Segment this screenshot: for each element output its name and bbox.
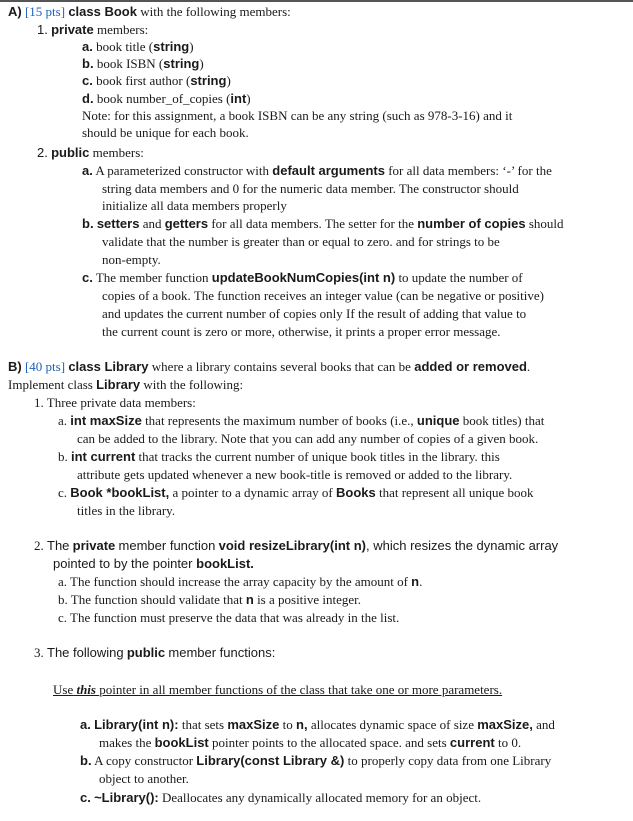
item-label: d. bbox=[82, 91, 94, 106]
item-label: a. bbox=[58, 574, 68, 589]
text: The member function bbox=[95, 270, 209, 285]
keyword: n bbox=[411, 574, 420, 589]
part-a-item-1 bbox=[37, 21, 148, 38]
text: ) bbox=[246, 91, 251, 106]
top-rule bbox=[0, 0, 633, 2]
keyword: maxSize bbox=[227, 717, 280, 732]
part-b-implement-line bbox=[8, 376, 243, 393]
item-number: 3. bbox=[34, 645, 44, 660]
keyword: added or removed bbox=[414, 359, 527, 374]
part-b-heading bbox=[8, 358, 530, 375]
item-label: a. bbox=[80, 717, 91, 732]
part-b-data-a-line-2: can be added to the library. Note that you can add any number of copies of a given book. bbox=[77, 431, 539, 446]
keyword: string bbox=[163, 56, 200, 71]
part-a-public-c-line-2: copies of a book. The function receives an integer value (can be negative or positive) bbox=[102, 288, 544, 303]
keyword: Library(const Library &) bbox=[196, 753, 345, 768]
part-a-member-c bbox=[82, 72, 231, 89]
item-label: a. bbox=[82, 39, 93, 54]
text: pointer in all member functions of the class that take one or more parameters. bbox=[99, 682, 503, 697]
item-label: a. bbox=[58, 413, 68, 428]
part-a-note-line-1: Note: for this assignment, a book ISBN can be any string (such as 978-3-16) and it bbox=[82, 108, 513, 123]
text: and bbox=[536, 717, 555, 732]
keyword: n, bbox=[296, 717, 308, 732]
keyword: Library bbox=[96, 377, 141, 392]
part-b-func-b-line-1 bbox=[80, 752, 551, 769]
text: Use bbox=[53, 682, 74, 697]
item-number: 2. bbox=[37, 145, 48, 160]
part-a-public-b-line-3: non-empty. bbox=[102, 252, 161, 267]
text: and bbox=[142, 216, 162, 231]
keyword: string bbox=[153, 39, 190, 54]
text: with the following: bbox=[143, 377, 244, 392]
item-label: c. bbox=[82, 73, 93, 88]
item-label: c. bbox=[58, 610, 68, 625]
part-a-member-b bbox=[82, 55, 204, 72]
keyword: private bbox=[72, 538, 116, 553]
item-label: b. bbox=[82, 216, 94, 231]
item-number: 1. bbox=[34, 395, 44, 410]
keyword: public bbox=[126, 645, 166, 660]
keyword: default arguments bbox=[272, 163, 385, 178]
item-label: c. bbox=[80, 790, 91, 805]
part-b-data-a-line-1 bbox=[58, 412, 544, 429]
keyword: Books bbox=[336, 485, 376, 500]
part-a-public-c-line-4: the current count is zero or more, otherwise, it prints a proper error message. bbox=[102, 324, 501, 339]
text: for all data members: ‘-’ for the bbox=[388, 163, 552, 178]
keyword: maxSize, bbox=[477, 717, 533, 732]
part-a-public-a-line-2: string data members and 0 for the numeric data member. The constructor should bbox=[102, 181, 519, 196]
text: The bbox=[47, 538, 70, 553]
text: ) bbox=[226, 73, 231, 88]
text: Three private data members: bbox=[46, 395, 196, 410]
part-a-public-c-line-3: and updates the current number of copies only If the result of adding that value to bbox=[102, 306, 527, 321]
part-a-public-b-line-2: validate that the number is greater than or equal to zero. and for strings to be bbox=[102, 234, 500, 249]
item-number: 1. bbox=[37, 22, 48, 37]
part-b-points: [40 pts] bbox=[24, 359, 66, 374]
text: that represents the maximum number of books (i.e., bbox=[145, 413, 414, 428]
text: is a positive integer. bbox=[257, 592, 362, 607]
part-b-item-2-line-1 bbox=[34, 537, 558, 554]
keyword: unique bbox=[416, 413, 460, 428]
text: to 0. bbox=[497, 735, 522, 750]
part-a-heading bbox=[8, 3, 291, 20]
item-label: b. bbox=[58, 449, 68, 464]
part-b-data-c-line-2: titles in the library. bbox=[77, 503, 176, 518]
text: The function should increase the array capacity by the amount of bbox=[70, 574, 408, 589]
item-label: c. bbox=[82, 270, 93, 285]
keyword: void resizeLibrary(int n) bbox=[218, 538, 366, 553]
text: for all data members. The setter for the bbox=[211, 216, 414, 231]
keyword: bookList. bbox=[196, 556, 254, 571]
keyword: int bbox=[230, 91, 247, 106]
keyword: this bbox=[76, 682, 96, 697]
item-label: b. bbox=[82, 56, 94, 71]
keyword: n bbox=[245, 592, 254, 607]
text: ) bbox=[189, 39, 194, 54]
item-label: b. bbox=[80, 753, 92, 768]
text: pointer points to the allocated space. and sets bbox=[212, 735, 447, 750]
part-b-item-2-line-2 bbox=[53, 555, 254, 572]
part-b-item-3 bbox=[34, 644, 275, 661]
text: where a library contains several books that can be bbox=[151, 359, 411, 374]
text: to update the number of bbox=[398, 270, 523, 285]
part-b-data-b-line-1 bbox=[58, 448, 500, 465]
keyword: current bbox=[449, 735, 495, 750]
part-b-this-pointer-note bbox=[53, 681, 502, 698]
text: member function bbox=[118, 538, 216, 553]
part-b-func-b-line-2: object to another. bbox=[99, 771, 189, 786]
text: Implement class bbox=[8, 377, 93, 392]
part-a-letter: A) bbox=[8, 4, 22, 19]
text: book number_of_copies ( bbox=[96, 91, 231, 106]
text: . bbox=[526, 359, 531, 374]
part-b-letter: B) bbox=[8, 359, 22, 374]
part-a-public-b-line-1 bbox=[82, 215, 564, 232]
part-b-resize-c bbox=[58, 609, 399, 626]
keyword: updateBookNumCopies(int n) bbox=[211, 270, 396, 285]
part-a-points: [15 pts] bbox=[24, 4, 66, 19]
keyword: Library(int n): bbox=[94, 717, 179, 732]
part-b-item-1 bbox=[34, 394, 196, 411]
part-b-resize-b bbox=[58, 591, 361, 608]
part-a-title-rest: with the following members: bbox=[140, 4, 291, 19]
part-a-public-a-line-1 bbox=[82, 162, 552, 179]
text: ) bbox=[199, 56, 204, 71]
item-label: a. bbox=[82, 163, 93, 178]
text: , which resizes the dynamic array bbox=[366, 538, 559, 553]
text: Deallocates any dynamically allocated memory for an object. bbox=[162, 790, 482, 805]
text: a pointer to a dynamic array of bbox=[172, 485, 333, 500]
item-label: c. bbox=[58, 485, 68, 500]
keyword: setters bbox=[96, 216, 140, 231]
text: that represent all unique book bbox=[378, 485, 534, 500]
text: members: bbox=[92, 145, 144, 160]
keyword: int current bbox=[71, 449, 136, 464]
text: A copy constructor bbox=[94, 753, 194, 768]
part-b-data-c-line-1 bbox=[58, 484, 534, 501]
text: members: bbox=[96, 22, 149, 37]
part-b-resize-a bbox=[58, 573, 422, 590]
part-a-note-line-2: should be unique for each book. bbox=[82, 125, 249, 140]
keyword: Book *bookList, bbox=[70, 485, 170, 500]
keyword: string bbox=[190, 73, 227, 88]
text: . bbox=[419, 574, 423, 589]
text: that sets bbox=[181, 717, 225, 732]
keyword: private bbox=[51, 22, 94, 37]
part-a-public-c-line-1 bbox=[82, 269, 523, 286]
keyword: number of copies bbox=[417, 216, 526, 231]
part-b-data-b-line-2: attribute gets updated whenever a new book-title is removed or added to the library. bbox=[77, 467, 513, 482]
text: A parameterized constructor with bbox=[95, 163, 270, 178]
part-a-member-d bbox=[82, 90, 251, 107]
part-a-member-a bbox=[82, 38, 194, 55]
keyword: public bbox=[51, 145, 90, 160]
text: The function must preserve the data that was already in the list. bbox=[70, 610, 400, 625]
item-number: 2. bbox=[34, 538, 44, 553]
part-a-public-a-line-3: initialize all data members properly bbox=[102, 198, 287, 213]
item-label: b. bbox=[58, 592, 68, 607]
keyword: int maxSize bbox=[70, 413, 142, 428]
text: that tracks the current number of unique book titles in the library. this bbox=[138, 449, 500, 464]
keyword: ~Library(): bbox=[94, 790, 159, 805]
keyword: getters bbox=[164, 216, 209, 231]
text: book titles) that bbox=[462, 413, 545, 428]
part-b-class-label: class Library bbox=[68, 359, 149, 374]
part-a-class-label: class Book bbox=[68, 4, 137, 19]
text: to properly copy data from one Library bbox=[347, 753, 552, 768]
text: pointed to by the pointer bbox=[53, 556, 193, 571]
text: allocates dynamic space of size bbox=[310, 717, 474, 732]
text: book ISBN ( bbox=[96, 56, 164, 71]
part-b-func-a-line-1 bbox=[80, 716, 555, 733]
text: The following bbox=[47, 645, 124, 660]
text: book first author ( bbox=[96, 73, 191, 88]
text: member functions: bbox=[168, 645, 276, 660]
text: book title ( bbox=[96, 39, 154, 54]
keyword: bookList bbox=[154, 735, 209, 750]
text: to bbox=[282, 717, 293, 732]
text: The function should validate that bbox=[70, 592, 243, 607]
part-a-item-2 bbox=[37, 144, 144, 161]
part-b-func-c bbox=[80, 789, 481, 806]
text: makes the bbox=[99, 735, 152, 750]
part-b-func-a-line-2 bbox=[99, 734, 521, 751]
text: should bbox=[528, 216, 564, 231]
